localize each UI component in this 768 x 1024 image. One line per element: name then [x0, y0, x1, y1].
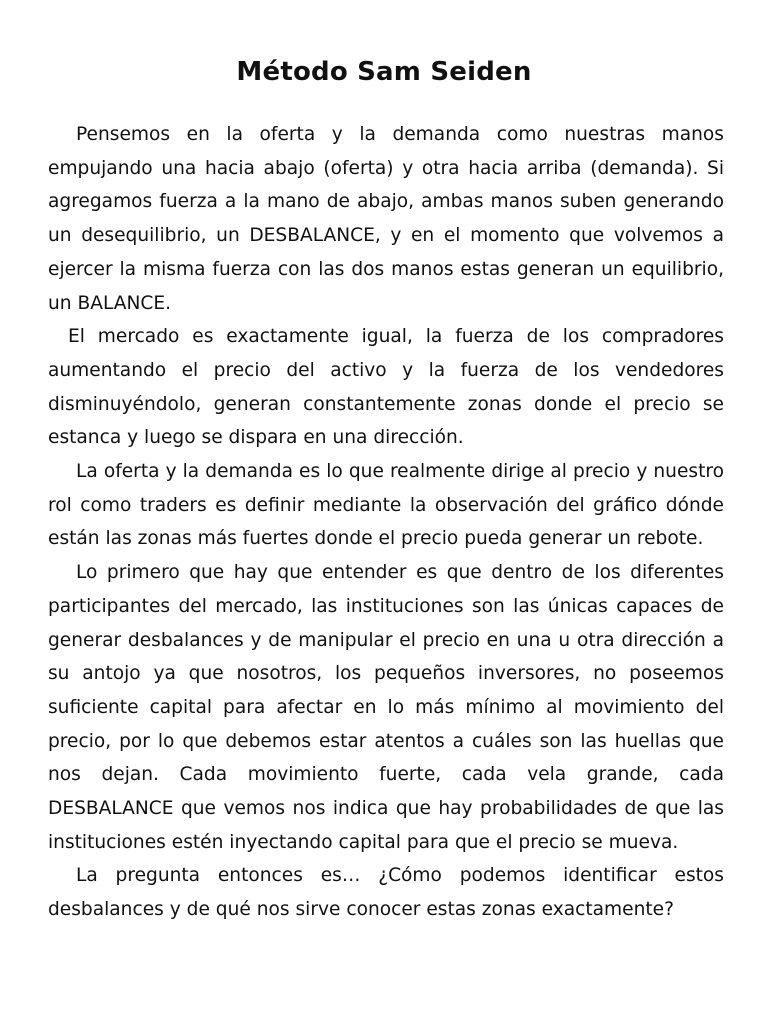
- paragraph-1: Pensemos en la oferta y la demanda como nuestras manos empujando una hacia abajo (oferta) y otra hacia arriba (demanda). Si agregamos fuerza a la mano de abajo, ambas manos suben generando un desequilibrio, un DESBALANCE, y en el momento que volvemos a ejercer la misma fuerza con las dos manos estas generan un equilibrio, un BALANCE.: [48, 124, 724, 314]
- document-body: [48, 118, 724, 927]
- paragraph-2: El mercado es exactamente igual, la fuerza de los compradores aumentando el precio del activo y la fuerza de los vendedores disminuyéndolo, generan constantemente zonas donde el precio se estanca y luego se dispara en una dirección.: [48, 326, 724, 449]
- paragraph-4: Lo primero que hay que entender es que dentro de los diferentes participantes del mercado, las instituciones son las únicas capaces de generar desbalances y de manipular el precio en una u otra dirección a su antojo ya que nosotros, los pequeños inversores, no poseemos suficiente capital para afectar en lo más mínimo al movimiento del precio, por lo que debemos estar atentos a cuáles son las huellas que nos dejan. Cada movimiento fuerte, cada vela grande, cada DESBALANCE que vemos nos indica que hay probabilidades de que las instituciones estén inyectando capital para que el precio se mueva.: [48, 562, 724, 853]
- paragraph-3: La oferta y la demanda es lo que realmente dirige al precio y nuestro rol como traders es definir mediante la observación del gráfico dónde están las zonas más fuertes donde el precio pueda generar un rebote.: [48, 461, 724, 550]
- paragraph-5: La pregunta entonces es… ¿Cómo podemos identificar estos desbalances y de qué nos sirve conocer estas zonas exactamente?: [48, 865, 724, 921]
- document-title: Método Sam Seiden: [236, 57, 532, 87]
